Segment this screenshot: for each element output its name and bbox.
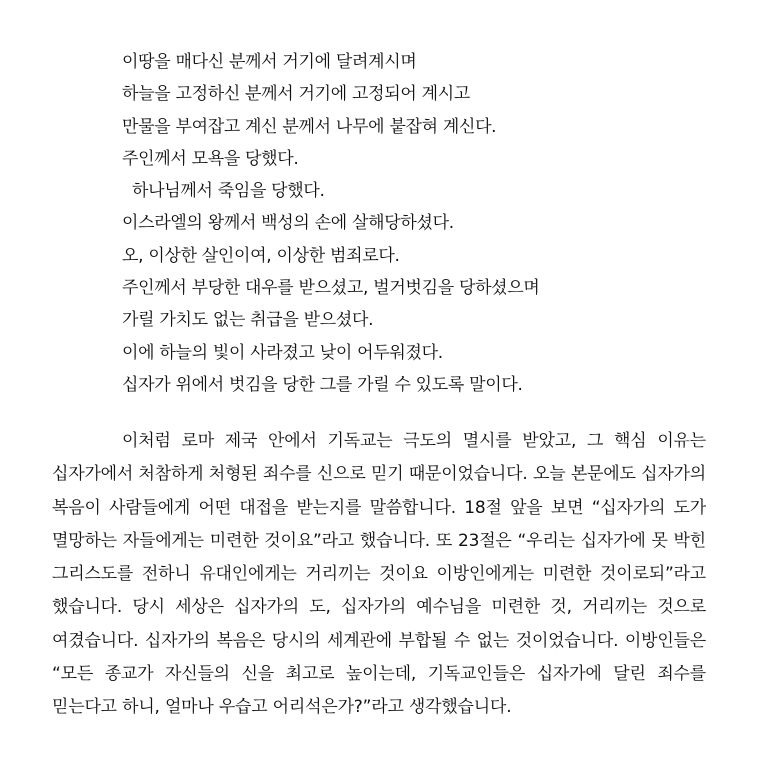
poem-block xyxy=(122,46,722,401)
poem-line-9: 가릴 가치도 없는 취급을 받으셨다. xyxy=(122,310,374,331)
poem-line-6: 이스라엘의 왕께서 백성의 손에 살해당하셨다. xyxy=(122,213,454,234)
poem-line-10: 이에 하늘의 빛이 사라졌고 낮이 어두워졌다. xyxy=(122,342,443,363)
body-paragraph: 이처럼 로마 제국 안에서 기독교는 극도의 멸시를 받았고, 그 핵심 이유는 십자가에서 처참하게 처형된 죄수를 신으로 믿기 때문이었습니다. 오늘 본문에도 십자가의 복음이 사람들에게 어떤 대접을 받는지를 말씀합니다. 18절 앞을 보면 “십자가의 도가 멸망하는 자들에게는 미련한 것이요”라고 했습니다. 또 23절은 “우리는 십자가에 못 박힌 그리스도를 전하니 유대인에게는 거리끼는 것이요 이방인에게는 미련한 것이로되”라고 했습니다. 당시 세상은 십자가의 도, 십자가의 예수님을 미련한 것, 거리끼는 것으로 여겼습니다. 십자가의 복음은 당시의 세계관에 부합될 수 없는 것이었습니다. 이방인들은 “모든 종교가 자신들의 신을 최고로 높이는데, 기독교인들은 십자가에 달린 죄수를 믿는다고 하니, 얼마나 우습고 어리석은가?”라고 생각했습니다. xyxy=(52,431,706,718)
poem-line-11: 십자가 위에서 벗김을 당한 그를 가릴 수 있도록 말이다. xyxy=(122,374,523,395)
poem-line-7: 오, 이상한 살인이여, 이상한 범죄로다. xyxy=(122,245,400,266)
poem-line-4: 주인께서 모욕을 당했다. xyxy=(122,148,299,169)
poem-line-8: 주인께서 부당한 대우를 받으셨고, 벌거벗김을 당하셨으며 xyxy=(122,278,540,299)
poem-line-3: 만물을 부여잡고 계신 분께서 나무에 붙잡혀 계신다. xyxy=(122,116,497,137)
poem-line-1: 이땅을 매다신 분께서 거기에 달려계시며 xyxy=(122,52,417,72)
poem-line-5: 하나님께서 죽임을 당했다. xyxy=(132,181,325,202)
poem-line-2: 하늘을 고정하신 분께서 거기에 고정되어 계시고 xyxy=(122,84,470,105)
